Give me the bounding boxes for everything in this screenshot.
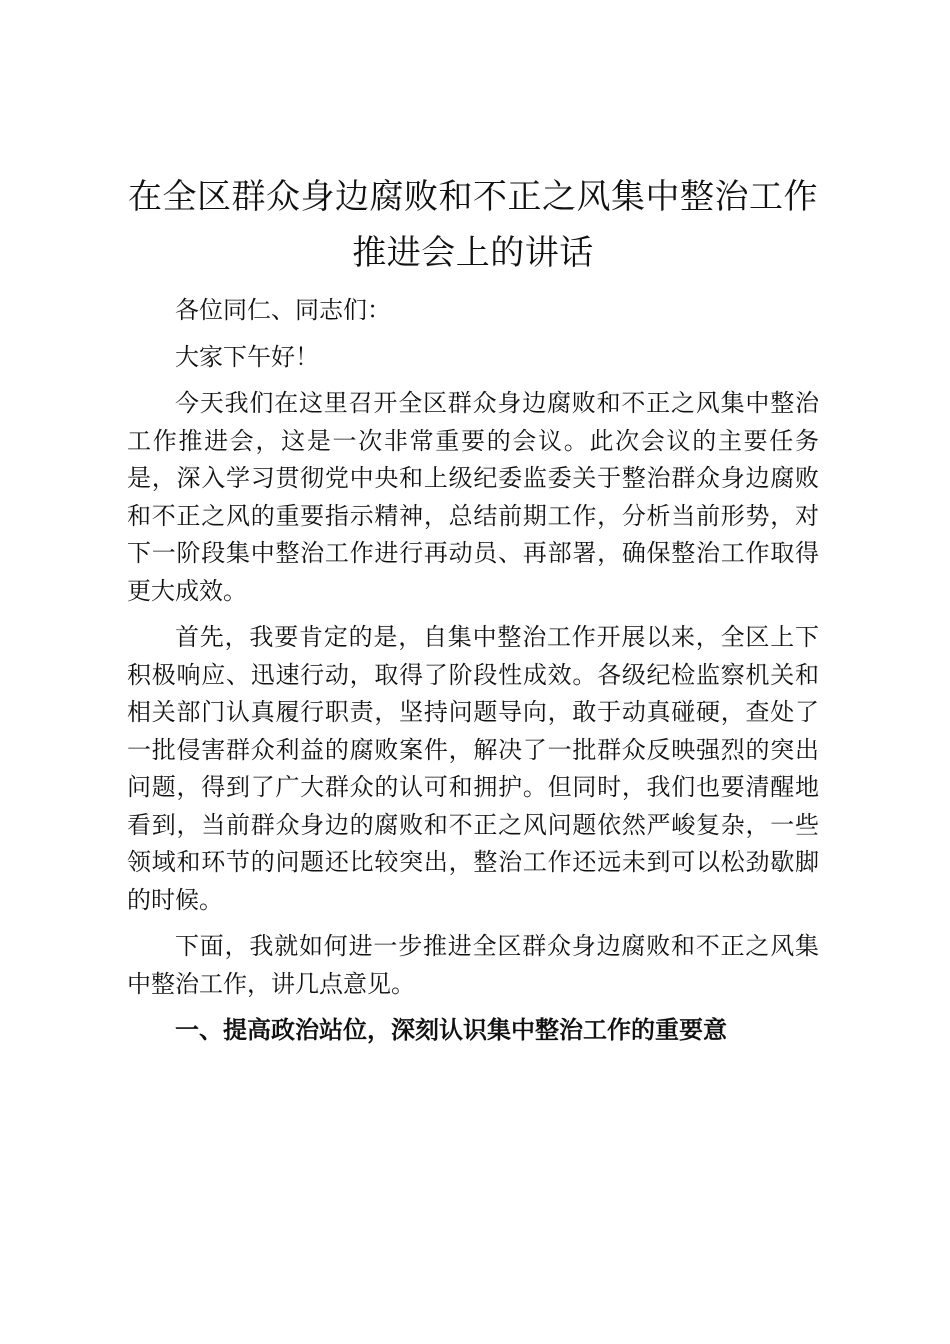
paragraph-2: 首先，我要肯定的是，自集中整治工作开展以来，全区上下积极响应、迅速行动，取得了阶段性成效。各级纪检监察机关和相关部门认真履行职责，坚持问题导向，敢于动真碰硬，查处了一批侵害群众利益的腐败案件，解决了一批群众反映强烈的突出问题，得到了广大群众的认可和拥护。但同时，我们也要清醒地看到，当前群众身边的腐败和不正之风问题依然严峻复杂，一些领域和环节的问题还比较突出，整治工作还远未到可以松劲歇脚的时候。	[127, 623, 819, 914]
document-page	[127, 172, 819, 1050]
salutation: 各位同仁、同志们：	[175, 296, 391, 324]
greeting: 大家下午好！	[175, 342, 319, 371]
paragraph-1: 今天我们在这里召开全区群众身边腐败和不正之风集中整治工作推进会，这是一次非常重要的会议。此次会议的主要任务是，深入学习贯彻党中央和上级纪委监委关于整治群众身边腐败和不正之风的重要指示精神，总结前期工作，分析当前形势，对下一阶段集中整治工作进行再动员、再部署，确保整治工作取得更大成效。	[127, 389, 819, 605]
document-title	[127, 172, 819, 278]
title-line-1: 在全区群众身边腐败和不正之风集中整治工作	[128, 177, 818, 217]
document-body	[127, 292, 819, 1050]
title-line-2: 推进会上的讲话	[352, 233, 594, 273]
section-heading-1: 一、提高政治站位，深刻认识集中整治工作的重要意	[175, 1016, 727, 1044]
paragraph-3: 下面，我就如何进一步推进全区群众身边腐败和不正之风集中整治工作，讲几点意见。	[127, 932, 819, 998]
